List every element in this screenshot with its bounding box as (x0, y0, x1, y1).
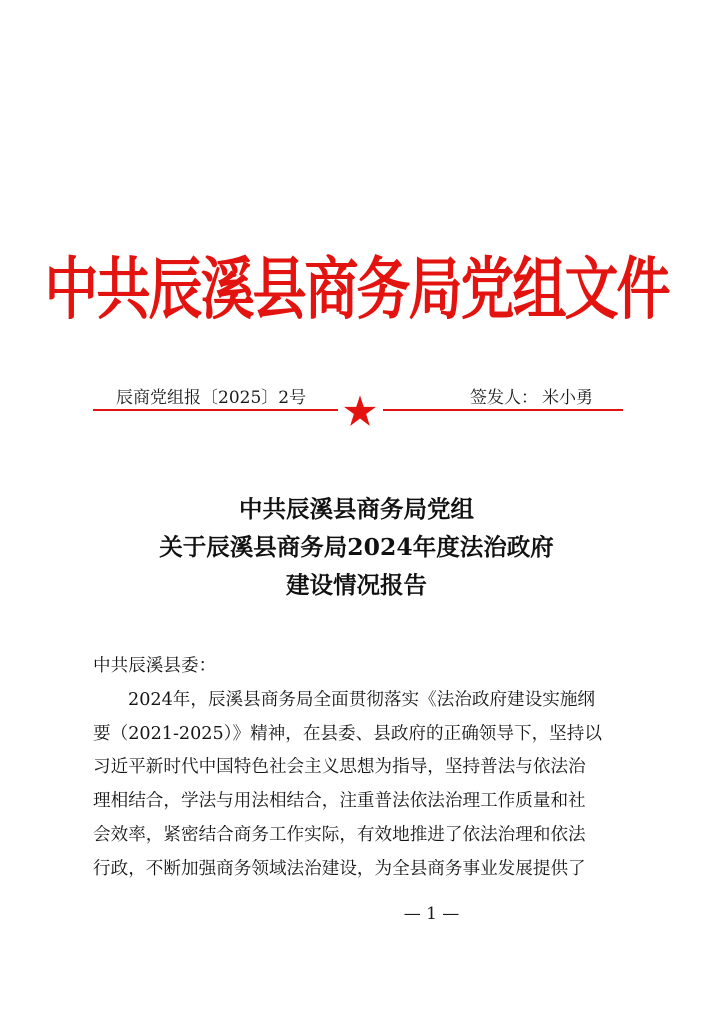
signer-label: 签发人： (470, 388, 538, 408)
page-number: — 1 — (403, 904, 460, 924)
body-line: 2024年，辰溪县商务局全面贯彻落实《法治政府建设实施纲 (128, 689, 596, 710)
body-line: 要（2021-2025）》精神，在县委、县政府的正确领导下，坚持以 (93, 723, 602, 744)
document-number: 辰商党组报〔2025〕2号 (116, 388, 307, 408)
body-line: 理相结合，学法与用法相结合，注重普法依法治理工作质量和社 (93, 791, 586, 812)
title-line-2: 关于辰溪县商务局2024年度法治政府 (159, 533, 554, 561)
star-icon (343, 394, 377, 428)
signer-block (470, 383, 593, 408)
red-divider-left (93, 409, 338, 411)
body-line: 习近平新时代中国特色社会主义思想为指导，坚持普法与依法治 (93, 757, 586, 778)
document-masthead: 中共辰溪县商务局党组文件 (44, 248, 669, 329)
body-line: 会效率，紧密结合商务工作实际，有效地推进了依法治理和依法 (93, 824, 586, 845)
title-line-1: 中共辰溪县商务局党组 (239, 495, 474, 523)
title-line-3: 建设情况报告 (286, 571, 427, 599)
report-body (93, 650, 633, 887)
salutation: 中共辰溪县委： (93, 656, 217, 676)
red-divider-right (383, 409, 623, 411)
report-title (0, 490, 713, 604)
signer-name: 米小勇 (542, 388, 593, 408)
body-line: 行政，不断加强商务领域法治建设，为全县商务事业发展提供了 (93, 858, 586, 879)
